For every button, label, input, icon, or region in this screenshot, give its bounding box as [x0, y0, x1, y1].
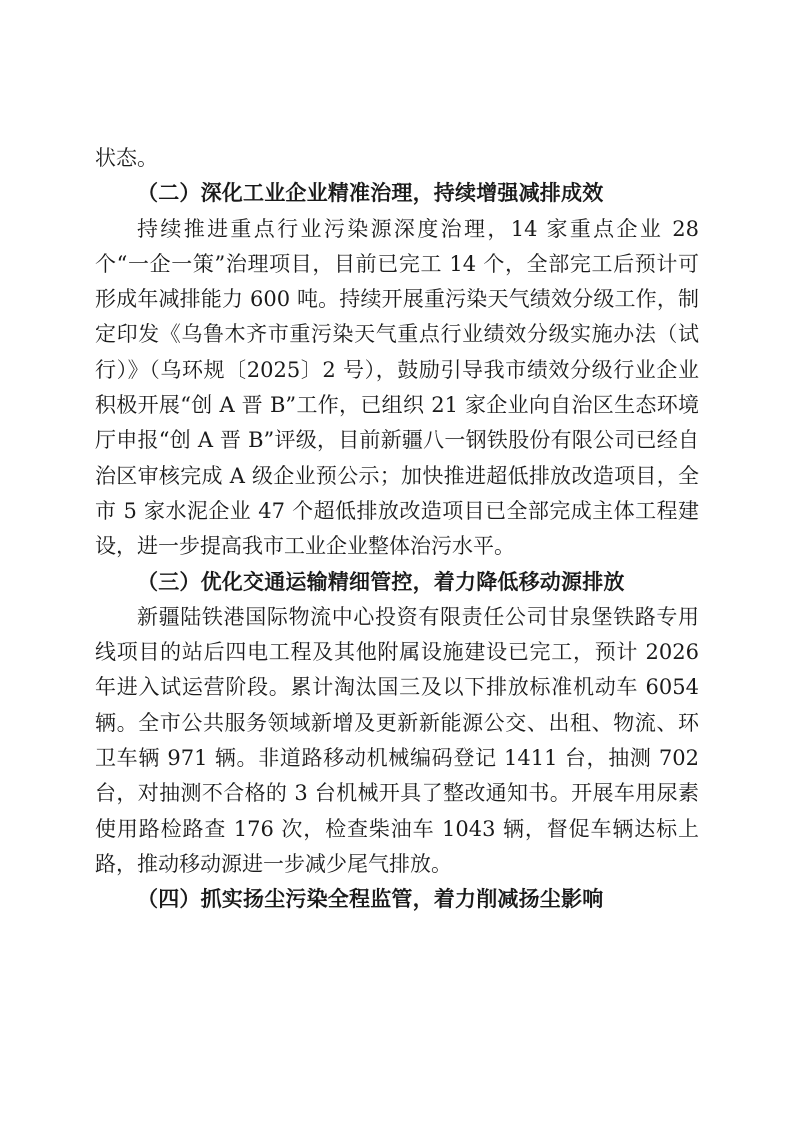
paragraph-industrial-governance: 持续推进重点行业污染源深度治理，14 家重点企业 28 个“一企一策”治理项目，目前已完工 14 个，全部完工后预计可形成年减排能力 600 吨。持续开展重污染天气绩效分级工作，制定印发《乌鲁木齐市重污染天气重点行业绩效分级实施办法（试行）》（乌环规〔2025〕2 号），鼓励引导我市绩效分级行业企业积极开展“创 A 晋 B”工作，已组织 21 家企业向自治区生态环境厅申报“创 A 晋 B”评级，目前新疆八一钢铁股份有限公司已经自治区审核完成 A 级企业预公示；加快推进超低排放改造项目，全市 5 家水泥企业 47 个超低排放改造项目已全部完成主体工程建设，进一步提高我市工业企业整体治污水平。: [95, 216, 699, 559]
section-heading-2: （二）深化工业企业精准治理，持续增强减排成效: [137, 181, 604, 206]
document-body: [95, 141, 699, 918]
paragraph-transport-control: 新疆陆铁港国际物流中心投资有限责任公司甘泉堡铁路专用线项目的站后四电工程及其他附属设施建设已完工，预计 2026 年进入试运营阶段。累计淘汰国三及以下排放标准机动车 6054 辆。全市公共服务领域新增及更新新能源公交、出租、物流、环卫车辆 971 辆。非道路移动机械编码登记 1411 台，抽测 702 台，对抽测不合格的 3 台机械开具了整改通知书。开展车用尿素使用路检路查 176 次，检查柴油车 1043 辆，督促车辆达标上路，推动移动源进一步减少尾气排放。: [95, 604, 699, 876]
paragraph-status-end: 状态。: [95, 146, 158, 170]
section-heading-4: （四）抓实扬尘污染全程监管，着力削减扬尘影响: [137, 887, 604, 912]
section-heading-3: （三）优化交通运输精细管控，着力降低移动源排放: [137, 569, 625, 594]
